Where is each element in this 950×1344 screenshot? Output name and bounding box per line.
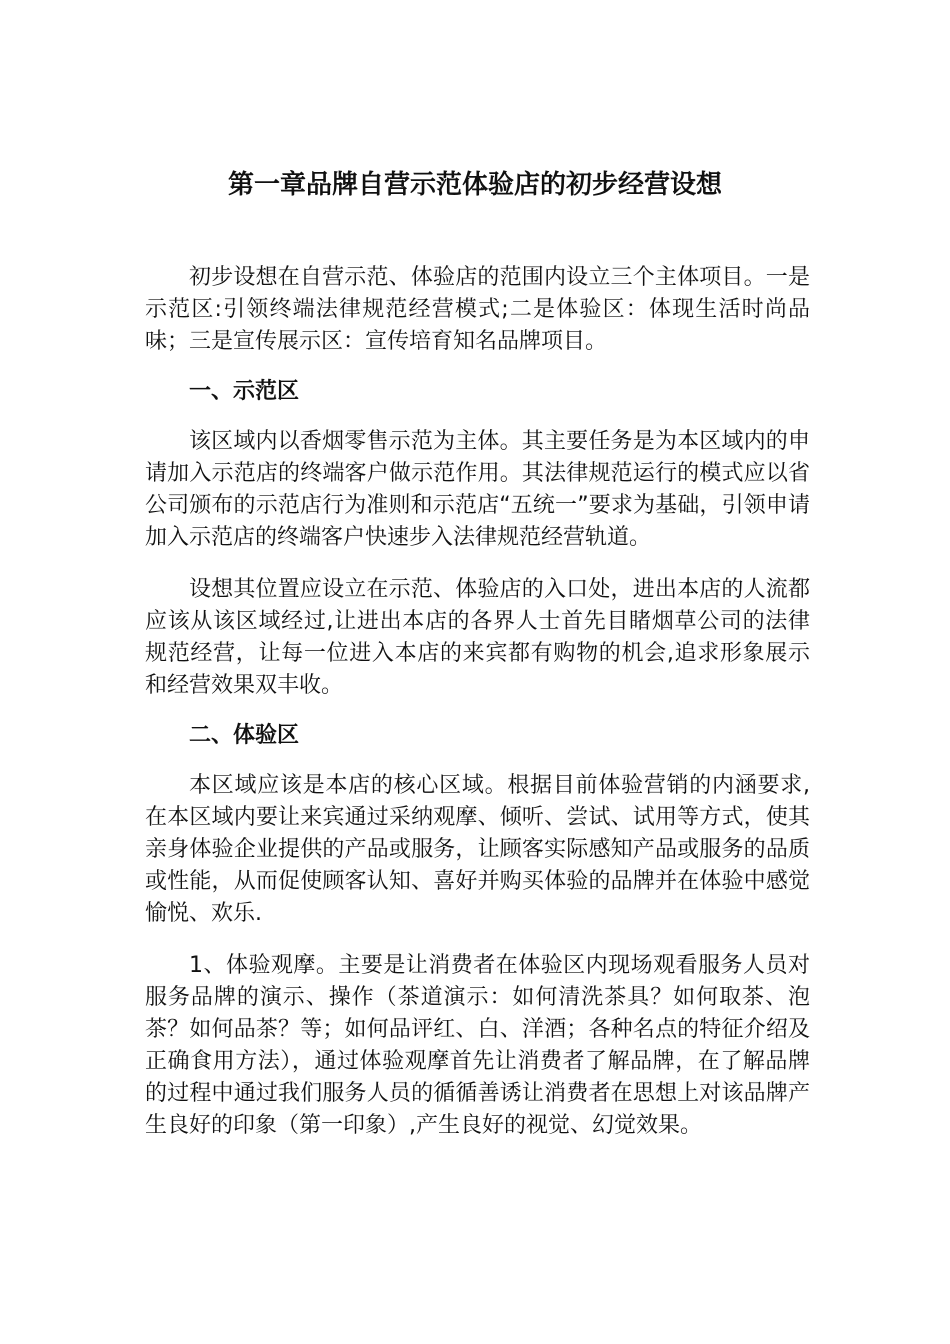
spacer bbox=[145, 930, 810, 950]
document-body bbox=[145, 262, 810, 1142]
section-heading-experience-zone: 二、体验区 bbox=[189, 723, 300, 748]
section-heading-demo-zone: 一、示范区 bbox=[189, 379, 300, 404]
spacer bbox=[145, 752, 810, 770]
experience-zone-paragraph-2: 1、体验观摩。主要是让消费者在体验区内现场观看服务人员对服务品牌的演示、操作（茶道演示：如何清洗茶具？如何取茶、泡茶？如何品茶？等；如何品评红、白、洋酒；各种名点的特征介绍及正确食用方法），通过体验观摩首先让消费者了解品牌，在了解品牌的过程中通过我们服务人员的循循善诱让消费者在思想上对该品牌产生良好的印象（第一印象）,产生良好的视觉、幻觉效果。 bbox=[145, 953, 810, 1138]
demo-zone-paragraph-2: 设想其位置应设立在示范、体验店的入口处，进出本店的人流都应该从该区域经过,让进出本店的各界人士首先目睹烟草公司的法律规范经营，让每一位进入本店的来宾都有购物的机会,追求形象展示和经营效果双丰收。 bbox=[145, 577, 810, 698]
experience-zone-paragraph-1: 本区域应该是本店的核心区域。根据目前体验营销的内涵要求,在本区域内要让来宾通过采纳观摩、倾听、尝试、试用等方式，使其亲身体验企业提供的产品或服务，让顾客实际感知产品或服务的品质或性能，从而促使顾客认知、喜好并购买体验的品牌并在体验中感觉愉悦、欢乐. bbox=[145, 773, 810, 926]
intro-paragraph: 初步设想在自营示范、体验店的范围内设立三个主体项目。一是示范区:引领终端法律规范经营模式;二是体验区：体现生活时尚品味；三是宣传展示区：宣传培育知名品牌项目。 bbox=[145, 265, 810, 354]
spacer bbox=[145, 554, 810, 574]
spacer bbox=[145, 358, 810, 376]
document-title: 第一章品牌自营示范体验店的初步经营设想 bbox=[227, 170, 722, 200]
demo-zone-paragraph-1: 该区域内以香烟零售示范为主体。其主要任务是为本区域内的申请加入示范店的终端客户做示范作用。其法律规范运行的模式应以省公司颁布的示范店行为准则和示范店“五统一”要求为基础，引领申请加入示范店的终端客户快速步入法律规范经营轨道。 bbox=[145, 429, 810, 550]
spacer bbox=[145, 702, 810, 720]
spacer bbox=[145, 408, 810, 426]
